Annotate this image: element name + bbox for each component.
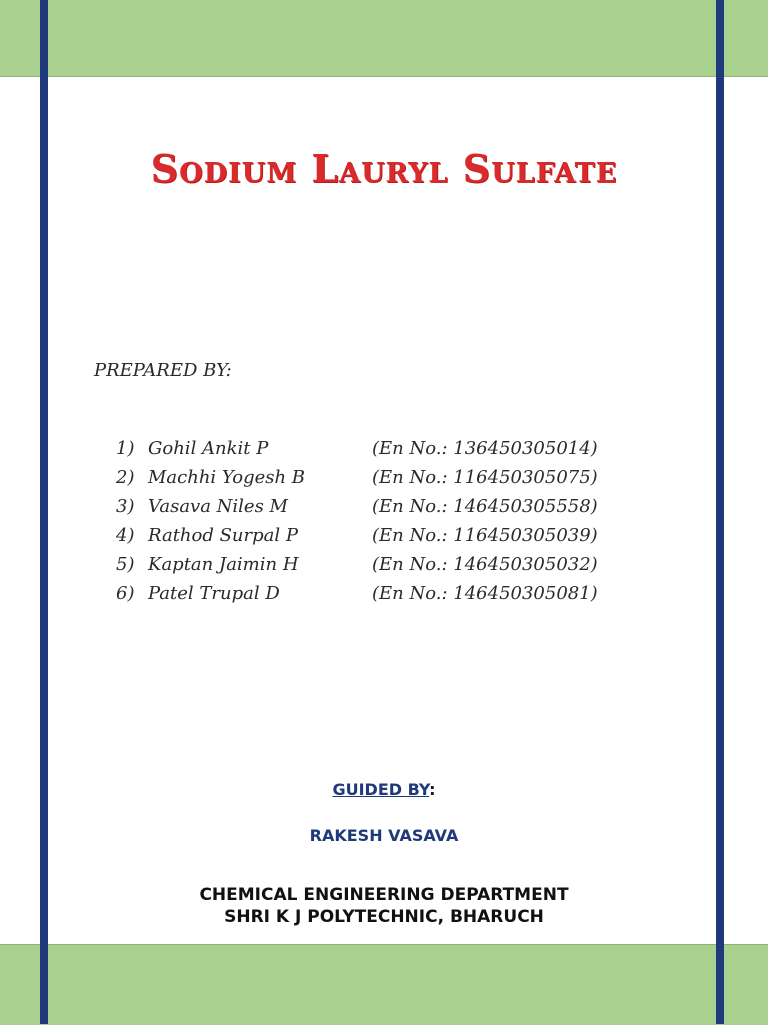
member-number: 1) xyxy=(116,438,135,459)
bottom-green-band xyxy=(0,944,768,1025)
document-title: Sodium Lauryl Sulfate xyxy=(150,146,618,191)
member-item xyxy=(116,492,598,521)
member-name: Gohil Ankit P xyxy=(148,438,269,459)
member-name: Rathod Surpal P xyxy=(148,525,298,546)
prepared-by-label: PREPARED BY: xyxy=(94,360,232,381)
member-name: Machhi Yogesh B xyxy=(148,467,306,488)
member-enrollment: (En No.: 116450305039) xyxy=(372,525,598,546)
member-item xyxy=(116,434,598,463)
department-name: CHEMICAL ENGINEERING DEPARTMENT xyxy=(199,885,569,905)
member-enrollment: (En No.: 116450305075) xyxy=(372,467,598,488)
member-number: 4) xyxy=(116,525,135,546)
member-number: 6) xyxy=(116,583,135,604)
top-green-band xyxy=(0,0,768,77)
guide-name: RAKESH VASAVA xyxy=(309,826,459,845)
member-item xyxy=(116,521,598,550)
member-name: Vasava Niles M xyxy=(148,496,288,517)
member-enrollment: (En No.: 146450305032) xyxy=(372,554,598,575)
member-item xyxy=(116,579,598,608)
guided-by-colon: : xyxy=(429,780,436,799)
member-number: 2) xyxy=(116,467,135,488)
college-name: SHRI K J POLYTECHNIC, BHARUCH xyxy=(224,907,544,927)
member-list xyxy=(116,434,598,608)
member-number: 3) xyxy=(116,496,135,517)
member-item xyxy=(116,463,598,492)
member-name: Patel Trupal D xyxy=(148,583,280,604)
member-enrollment: (En No.: 136450305014) xyxy=(372,438,598,459)
member-enrollment: (En No.: 146450305081) xyxy=(372,583,598,604)
member-name: Kaptan Jaimin H xyxy=(148,554,299,575)
member-item xyxy=(116,550,598,579)
member-enrollment: (En No.: 146450305558) xyxy=(372,496,598,517)
member-number: 5) xyxy=(116,554,135,575)
guided-by-label: GUIDED BY xyxy=(332,780,430,799)
guided-by-heading xyxy=(0,780,768,799)
